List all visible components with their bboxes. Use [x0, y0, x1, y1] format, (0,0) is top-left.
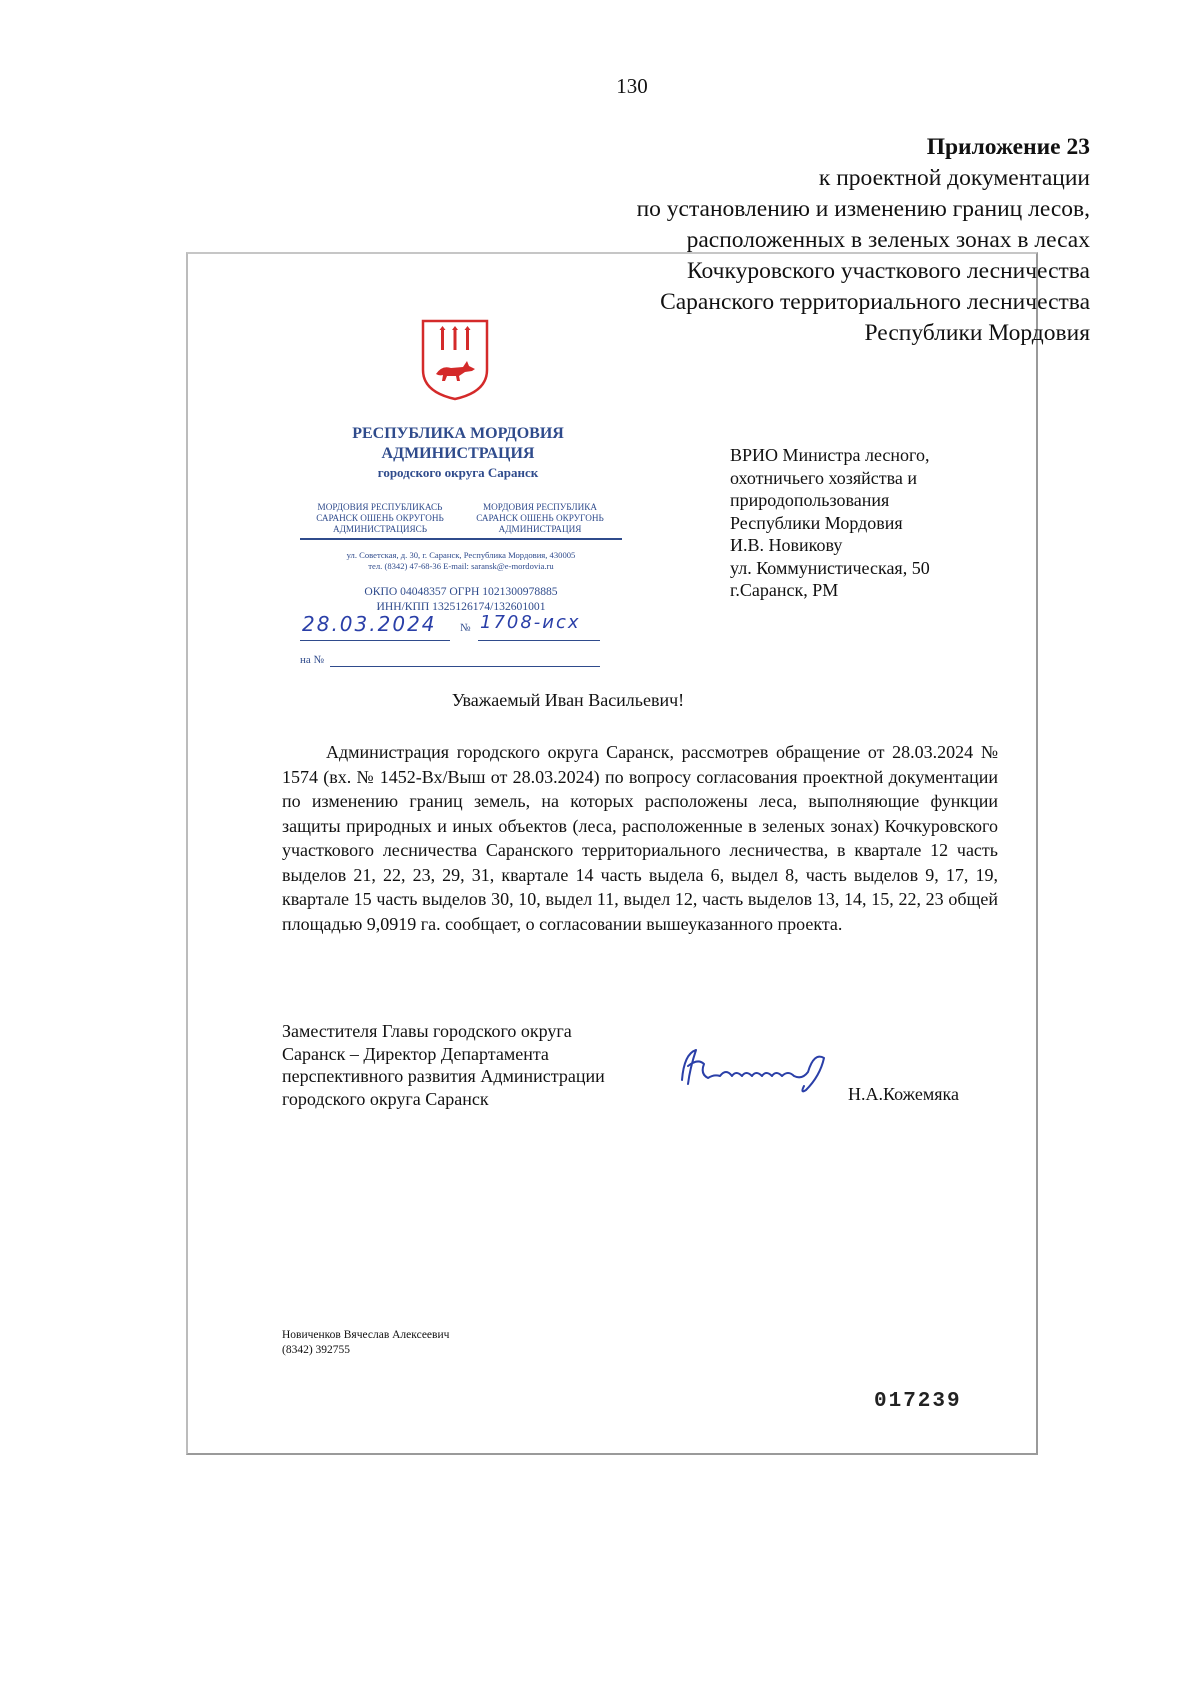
signatory-title-line: городского округа Саранск — [282, 1088, 489, 1109]
letterhead-contacts: тел. (8342) 47-68-36 E-mail: saransk@e-mordovia.ru — [368, 561, 554, 571]
letterhead-moksha-line: САРАНСК ОШЕНЬ ОКРУГОНЬ — [316, 513, 444, 523]
letterhead-address: ул. Советская, д. 30, г. Саранск, Республика Мордовия, 430005 — [346, 550, 576, 560]
recipient-block — [730, 444, 1030, 602]
letterhead-address-block — [300, 550, 622, 572]
letter-body — [282, 740, 998, 936]
registration-number-label: № — [460, 622, 471, 634]
appendix-line: Саранского территориального лесничества — [660, 289, 1090, 315]
number-underline — [478, 640, 600, 641]
letterhead-erzya — [460, 502, 620, 535]
letter-body-paragraph: Администрация городского округа Саранск, рассмотрев обращение от 28.03.2024 № 1574 (вх. № 1452-Вх/Выш от 28.03.2024) по вопросу согласования проектной документации по изменению границ земель, на которых расположены леса, выполняющие функции защиты природных и иных объектов (леса, расположенные в зеленых зонах) Кочкуровского участкового лесничества Саранского территориального лесничества, в квартале 12 часть выделов 21, 22, 23, 29, 31, квартале 14 часть выдела 6, выдел 8, часть выделов 9, 17, 19, квартале 15 часть выделов 30, 10, выдел 11, выдел 12, часть выделов 13, 14, 15, 22, 23 общей площадью 9,0919 га. сообщает, о согласовании вышеуказанного проекта. — [282, 742, 998, 934]
appendix-heading — [637, 132, 1090, 349]
form-serial-number: 017239 — [874, 1390, 962, 1413]
handwritten-signature-icon — [674, 1044, 854, 1096]
greeting: Уважаемый Иван Васильевич! — [451, 690, 685, 710]
executor-phone: (8342) 392755 — [282, 1344, 351, 1356]
scanned-letter — [186, 252, 1038, 1455]
letterhead-title — [288, 424, 628, 482]
letterhead-moksha-line: МОРДОВИЯ РЕСПУБЛИКАСЬ — [317, 502, 443, 512]
letterhead-codes-inn: ИНН/КПП 1325126174/132601001 — [376, 600, 546, 613]
recipient-line: охотничьего хозяйства и — [730, 467, 918, 488]
letterhead-moksha — [300, 502, 460, 535]
executor-block — [282, 1328, 642, 1358]
appendix-line: к проектной документации — [818, 165, 1090, 191]
letterhead-codes — [300, 584, 622, 614]
date-underline — [300, 640, 450, 641]
letterhead-erzya-line: МОРДОВИЯ РЕСПУБЛИКА — [483, 502, 597, 512]
letterhead-moksha-line: АДМИНИСТРАЦИЯСЬ — [332, 524, 428, 534]
recipient-line: природопользования — [730, 490, 890, 510]
recipient-line: Республики Мордовия — [730, 512, 903, 533]
coat-of-arms-icon — [420, 318, 490, 402]
registration-line — [300, 612, 600, 646]
appendix-line: расположенных в зеленых зонах в лесах — [686, 227, 1090, 253]
reference-line — [300, 654, 600, 666]
executor-name: Новиченков Вячеслав Алексеевич — [282, 1329, 450, 1341]
letterhead-city: городского округа Саранск — [377, 465, 539, 480]
letterhead-republic: РЕСПУБЛИКА МОРДОВИЯ — [352, 425, 564, 442]
letterhead-divider — [300, 538, 622, 540]
registration-number: 1708-исх — [480, 612, 581, 633]
registration-date: 28.03.2024 — [302, 612, 437, 636]
signatory-title-line: перспективного развития Администрации — [282, 1066, 605, 1086]
signatory-name: Н.А.Кожемяка — [848, 1084, 959, 1104]
letterhead-administration: АДМИНИСТРАЦИЯ — [381, 445, 535, 462]
recipient-line: ул. Коммунистическая, 50 — [730, 557, 930, 578]
appendix-line: по установлению и изменению границ лесов, — [636, 196, 1090, 222]
appendix-line: Кочкуровского участкового лесничества — [687, 258, 1090, 284]
recipient-line: ВРИО Министра лесного, — [730, 445, 930, 465]
letterhead-codes-ogrn: ОКПО 04048357 ОГРН 1021300978885 — [364, 585, 558, 598]
reference-label: на № — [300, 654, 325, 666]
signatory-title — [282, 1020, 642, 1110]
recipient-line: г.Саранск, РМ — [730, 580, 839, 600]
reference-underline — [330, 666, 600, 667]
page-number: 130 — [616, 74, 648, 98]
letterhead-erzya-line: САРАНСК ОШЕНЬ ОКРУГОНЬ — [476, 513, 604, 523]
letterhead-erzya-line: АДМИНИСТРАЦИЯ — [498, 524, 582, 534]
signatory-title-line: Заместителя Главы городского округа — [282, 1021, 572, 1041]
recipient-line: И.В. Новикову — [730, 535, 843, 555]
appendix-line: Республики Мордовия — [864, 320, 1090, 346]
appendix-title: Приложение 23 — [926, 134, 1090, 160]
signatory-title-line: Саранск – Директор Департамента — [282, 1043, 549, 1064]
